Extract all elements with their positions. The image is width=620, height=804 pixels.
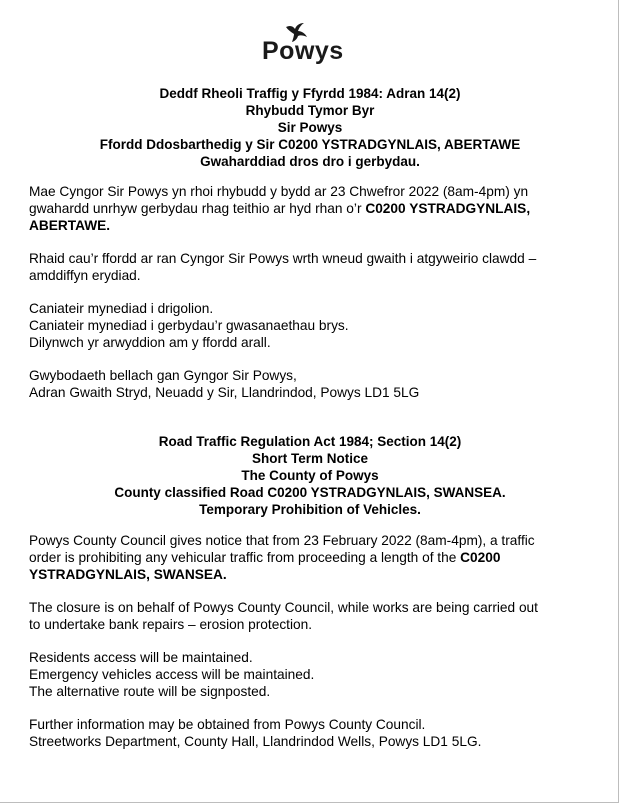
welsh-notice-text: gwahardd unrhyw gerbydau rhag teithio ar hyd rhan o’r [29,201,366,216]
english-heading-line: County classified Road C0200 YSTRADGYNLAIS, SWANSEA. [114,485,506,500]
english-reason-paragraph [29,599,591,633]
english-reason-line: The closure is on behalf of Powys County Council, while works are being carried out [29,600,538,615]
english-heading-line: Short Term Notice [251,451,368,466]
welsh-notice-line: Mae Cyngor Sir Powys yn rhoi rhybudd y bydd ar 23 Chwefror 2022 (8am-4pm) yn [29,184,529,199]
english-access-line: The alternative route will be signposted. [29,684,271,699]
welsh-contact-paragraph [29,367,591,401]
english-heading-line: Road Traffic Regulation Act 1984; Section 14(2) [158,434,462,449]
english-road-location: YSTRADGYNLAIS, SWANSEA. [29,567,227,582]
welsh-reason-line: amddiffyn erydiad. [29,268,141,283]
welsh-access-line: Caniateir mynediad i gerbydau’r gwasanaethau brys. [29,318,349,333]
welsh-contact-line: Adran Gwaith Stryd, Neuadd y Sir, Llandrindod, Powys LD1 5LG [29,385,420,400]
welsh-heading-line: Sir Powys [277,120,343,135]
welsh-notice-line [29,200,591,217]
english-notice-line: Powys County Council gives notice that from 23 February 2022 (8am-4pm), a traffic [29,533,535,548]
english-contact-line: Streetworks Department, County Hall, Llandrindod Wells, Powys LD1 5LG. [29,734,482,749]
english-heading-line: The County of Powys [241,468,379,483]
english-notice-line [29,566,591,583]
english-access-line: Emergency vehicles access will be maintained. [29,667,315,682]
welsh-contact-line: Gwybodaeth bellach gan Gyngor Sir Powys, [29,368,297,383]
welsh-road-location: ABERTAWE. [29,218,111,233]
english-access-paragraph [29,649,591,700]
welsh-heading-line: Deddf Rheoli Traffig y Ffyrdd 1984: Adran 14(2) [159,86,461,101]
english-heading-line: Temporary Prohibition of Vehicles. [199,502,421,517]
welsh-notice-line [29,217,591,234]
english-contact-line: Further information may be obtained from Powys County Council. [29,717,426,732]
powys-logo [262,22,342,72]
english-reason-line: to undertake bank repairs – erosion protection. [29,617,313,632]
logo-text: Powys [262,37,344,65]
welsh-reason-paragraph [29,250,591,284]
welsh-heading-line: Ffordd Ddosbarthedig y Sir C0200 YSTRADGYNLAIS, ABERTAWE [99,137,521,152]
welsh-access-paragraph [29,300,591,351]
welsh-access-line: Caniateir mynediad i drigolion. [29,301,214,316]
english-notice-line [29,549,591,566]
welsh-road-name: C0200 YSTRADGYNLAIS, [365,201,531,216]
welsh-heading-line: Rhybudd Tymor Byr [245,103,375,118]
welsh-heading-line: Gwaharddiad dros dro i gerbydau. [200,154,420,169]
english-road-name: C0200 [460,550,501,565]
english-notice-paragraph [29,532,591,583]
welsh-reason-line: Rhaid cau’r ffordd ar ran Cyngor Sir Powys wrth wneud gwaith i atgyweirio clawdd – [29,251,537,266]
english-access-line: Residents access will be maintained. [29,650,253,665]
welsh-heading [29,85,591,170]
welsh-access-line: Dilynwch yr arwyddion am y ffordd arall. [29,335,271,350]
english-contact-paragraph [29,716,591,750]
welsh-notice-paragraph [29,183,591,234]
english-notice-text: order is prohibiting any vehicular traffic from proceeding a length of the [29,550,461,565]
english-heading [29,433,591,518]
